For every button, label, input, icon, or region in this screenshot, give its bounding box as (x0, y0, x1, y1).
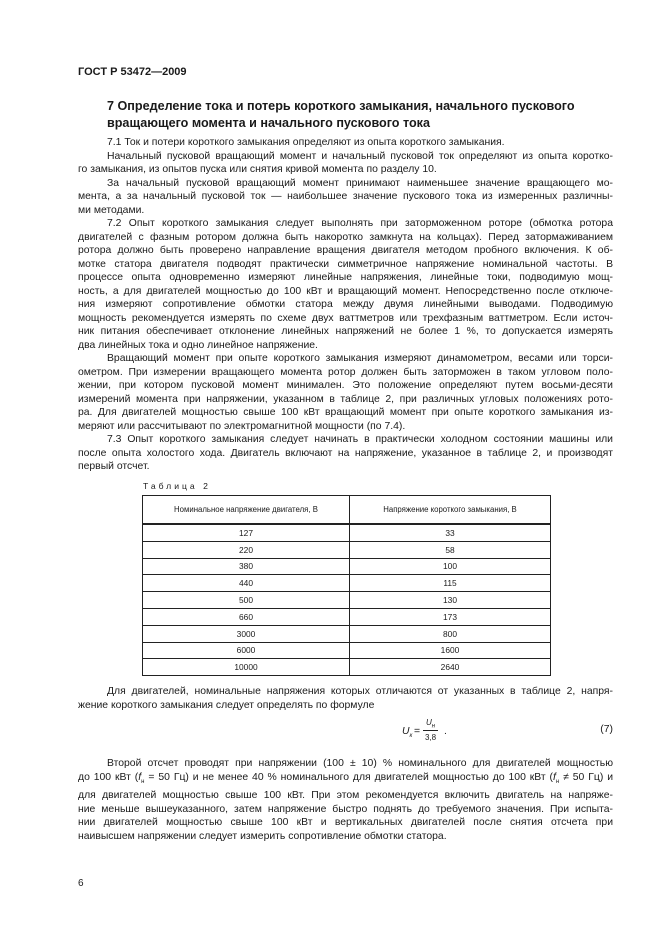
table-2 (142, 495, 551, 676)
table-title: Таблица 2 (143, 481, 211, 491)
formula-lhs-subscript: к (409, 733, 413, 740)
table-row (143, 625, 551, 642)
body-text-bottom (78, 757, 613, 843)
text-line: ник питания обеспечивает отклонение линейных напряжений не более 1 %, то допускается измерять (78, 326, 613, 337)
text-line: мотке статора двигателя подводят практически симметричное напряжение номинальной частоты. В (78, 258, 613, 270)
table-row (143, 575, 551, 592)
frequency-symbol: f (138, 771, 142, 783)
cell-short-circuit-voltage: 2640 (350, 659, 551, 676)
section-heading (107, 98, 617, 132)
formula-7 (78, 718, 613, 752)
paragraph (78, 433, 613, 474)
text-segment: ≠ 50 Гц) и (559, 771, 613, 783)
cell-nominal-voltage: 380 (143, 558, 350, 575)
text-line: для двигателей мощностью свыше 100 кВт. При этом рекомендуется включить двигатель на напряже- (78, 790, 613, 802)
cell-nominal-voltage: 3000 (143, 625, 350, 642)
formula-numerator-symbol: U (426, 718, 432, 727)
text-line: За начальный пусковой вращающий момент принимают наименьшее значение вращающего мо- (107, 177, 613, 189)
cell-short-circuit-voltage: 58 (350, 541, 551, 558)
frequency-subscript: н (555, 778, 560, 785)
section-heading-line: вращающего момента и начального пускового тока (107, 116, 430, 130)
paragraph (78, 352, 613, 433)
table-row (143, 524, 551, 541)
text-line: ра. Для двигателей мощностью свыше 100 кВт вращающий момент при опыте короткого замыкания из- (78, 407, 613, 418)
cell-nominal-voltage: 440 (143, 575, 350, 592)
text-line: двигателей с фазным ротором должна быть накоротко замкнута на кольцах). Перед затормаживанием (78, 231, 613, 243)
text-line: ния измеряют сопротивление обмотки статора между двумя линейными выводами. Подводимую (78, 299, 613, 310)
text-line: два линейных тока и одно линейное напряжение. (78, 339, 318, 351)
text-line: Вращающий момент при опыте короткого замыкания измеряют динамометром, весами или торси- (107, 353, 613, 364)
cell-nominal-voltage: 220 (143, 541, 350, 558)
text-segment: до 100 кВт ( (78, 771, 139, 783)
formula-intro-paragraph (78, 685, 613, 712)
text-line: наивысшем напряжении следует измерить сопротивление обмотки статора. (78, 830, 447, 842)
text-line: ние меньше вышеуказанного, затем напряжение быстро поднять до требуемого значения. При испыта- (78, 803, 613, 815)
body-text-top (78, 136, 613, 474)
text-line: Второй отсчет проводят при напряжении (100 ± 10) % номинального для двигателей мощностью (107, 758, 613, 769)
cell-short-circuit-voltage: 33 (350, 524, 551, 541)
paragraph (78, 177, 613, 218)
text-line: жении, при котором пусковой момент минимален. Это положение определяют путем восьми-десяти (78, 380, 613, 391)
text-segment: = 50 Гц) и не менее 40 % номинального для двигателей мощностью до 100 кВт ( (144, 771, 554, 783)
frequency-symbol: f (553, 771, 556, 783)
table-row (143, 558, 551, 575)
paragraph (78, 150, 613, 177)
cell-short-circuit-voltage: 100 (350, 558, 551, 575)
text-line: Для двигателей, номинальные напряжения которых отличаются от указанных в таблице 2, напря- (107, 686, 613, 697)
text-line: измерений момента при напряжении, указанном в таблице 2, при различных угловых положениях рото- (78, 393, 613, 405)
frequency-subscript: н (141, 778, 145, 785)
formula-numerator-subscript: н (431, 723, 436, 730)
text-line: 7.3 Опыт короткого замыкания следует начинать в практически холодном состоянии машины или (107, 434, 613, 445)
text-line: нии двигателей мощностью свыше 100 кВт и вертикальных двигателей после снятия отсчета при (78, 817, 613, 829)
text-line: 7.1 Ток и потери короткого замыкания определяют из опыта короткого замыкания. (107, 137, 505, 148)
paragraph (78, 217, 613, 352)
formula-lhs-symbol: U (402, 726, 410, 737)
text-line: ротора должно быть проверено направление вращения двигателя методом пробного включения. К об- (78, 245, 613, 256)
text-line: процессе опыта одновременно измеряют линейные напряжения, линейные токи, подводимую мощ- (78, 272, 613, 283)
cell-short-circuit-voltage: 115 (350, 575, 551, 592)
text-line: ми методами. (78, 204, 145, 216)
text-line: го замыкания, из опытов пуска или снятия кривой момента по разделу 10. (78, 164, 437, 175)
text-line: первый отсчет. (78, 461, 150, 472)
document-code-header: ГОСТ Р 53472—2009 (78, 66, 187, 78)
formula-period: . (444, 726, 447, 737)
text-line: мента, а за начальный пусковой ток — наибольшее значение пускового тока из измеренных различны- (78, 191, 613, 202)
formula-numerator (423, 718, 438, 731)
section-heading-line: 7 Определение тока и потерь короткого замыкания, начального пускового (107, 99, 575, 113)
table-header-row (143, 496, 551, 525)
text-line: 7.2 Опыт короткого замыкания следует выполнять при заторможенном роторе (обмотка ротора (107, 218, 613, 229)
cell-short-circuit-voltage: 800 (350, 625, 551, 642)
formula-denominator: 3,8 (424, 732, 437, 742)
text-line: меряют или рассчитывают по электромагнитной мощности (по 7.4). (78, 420, 406, 432)
text-line: жение короткого замыкания следует определять по формуле (78, 699, 375, 711)
column-header-short-circuit-voltage: Напряжение короткого замыкания, В (350, 496, 551, 525)
formula-equals: = (414, 726, 421, 737)
table-row (143, 659, 551, 676)
cell-short-circuit-voltage: 1600 (350, 642, 551, 659)
formula-fraction (423, 718, 438, 742)
formula-number: (7) (600, 724, 613, 735)
text-line: ность, а для двигателей мощностью до 100 кВт и вращающий момент. Непосредственно после отключе- (78, 285, 613, 297)
cell-nominal-voltage: 660 (143, 608, 350, 625)
text-line: после опыта холостого хода. Двигатель включают на напряжение, указанное в таблице 2, и производят (78, 447, 613, 459)
formula-lhs (402, 726, 412, 739)
cell-nominal-voltage: 6000 (143, 642, 350, 659)
table-row (143, 541, 551, 558)
paragraph (78, 136, 613, 150)
text-line: Начальный пусковой вращающий момент и начальный пусковой ток определяют из опыта коротко- (107, 150, 613, 162)
column-header-nominal-voltage: Номинальное напряжение двигателя, В (143, 496, 350, 525)
text-line: ометром. При измерении вращающего момента ротор должен быть заторможен в таком угловом поло- (78, 366, 613, 378)
cell-short-circuit-voltage: 173 (350, 608, 551, 625)
table-row (143, 592, 551, 609)
cell-nominal-voltage: 127 (143, 524, 350, 541)
cell-nominal-voltage: 500 (143, 592, 350, 609)
table-row (143, 642, 551, 659)
text-line: мощность рекомендуется измерять по схеме двух ваттметров или трехфазным ваттметром. Если источ- (78, 312, 613, 324)
table-row (143, 608, 551, 625)
cell-short-circuit-voltage: 130 (350, 592, 551, 609)
cell-nominal-voltage: 10000 (143, 659, 350, 676)
page-number: 6 (78, 878, 84, 889)
text-line (78, 771, 613, 790)
